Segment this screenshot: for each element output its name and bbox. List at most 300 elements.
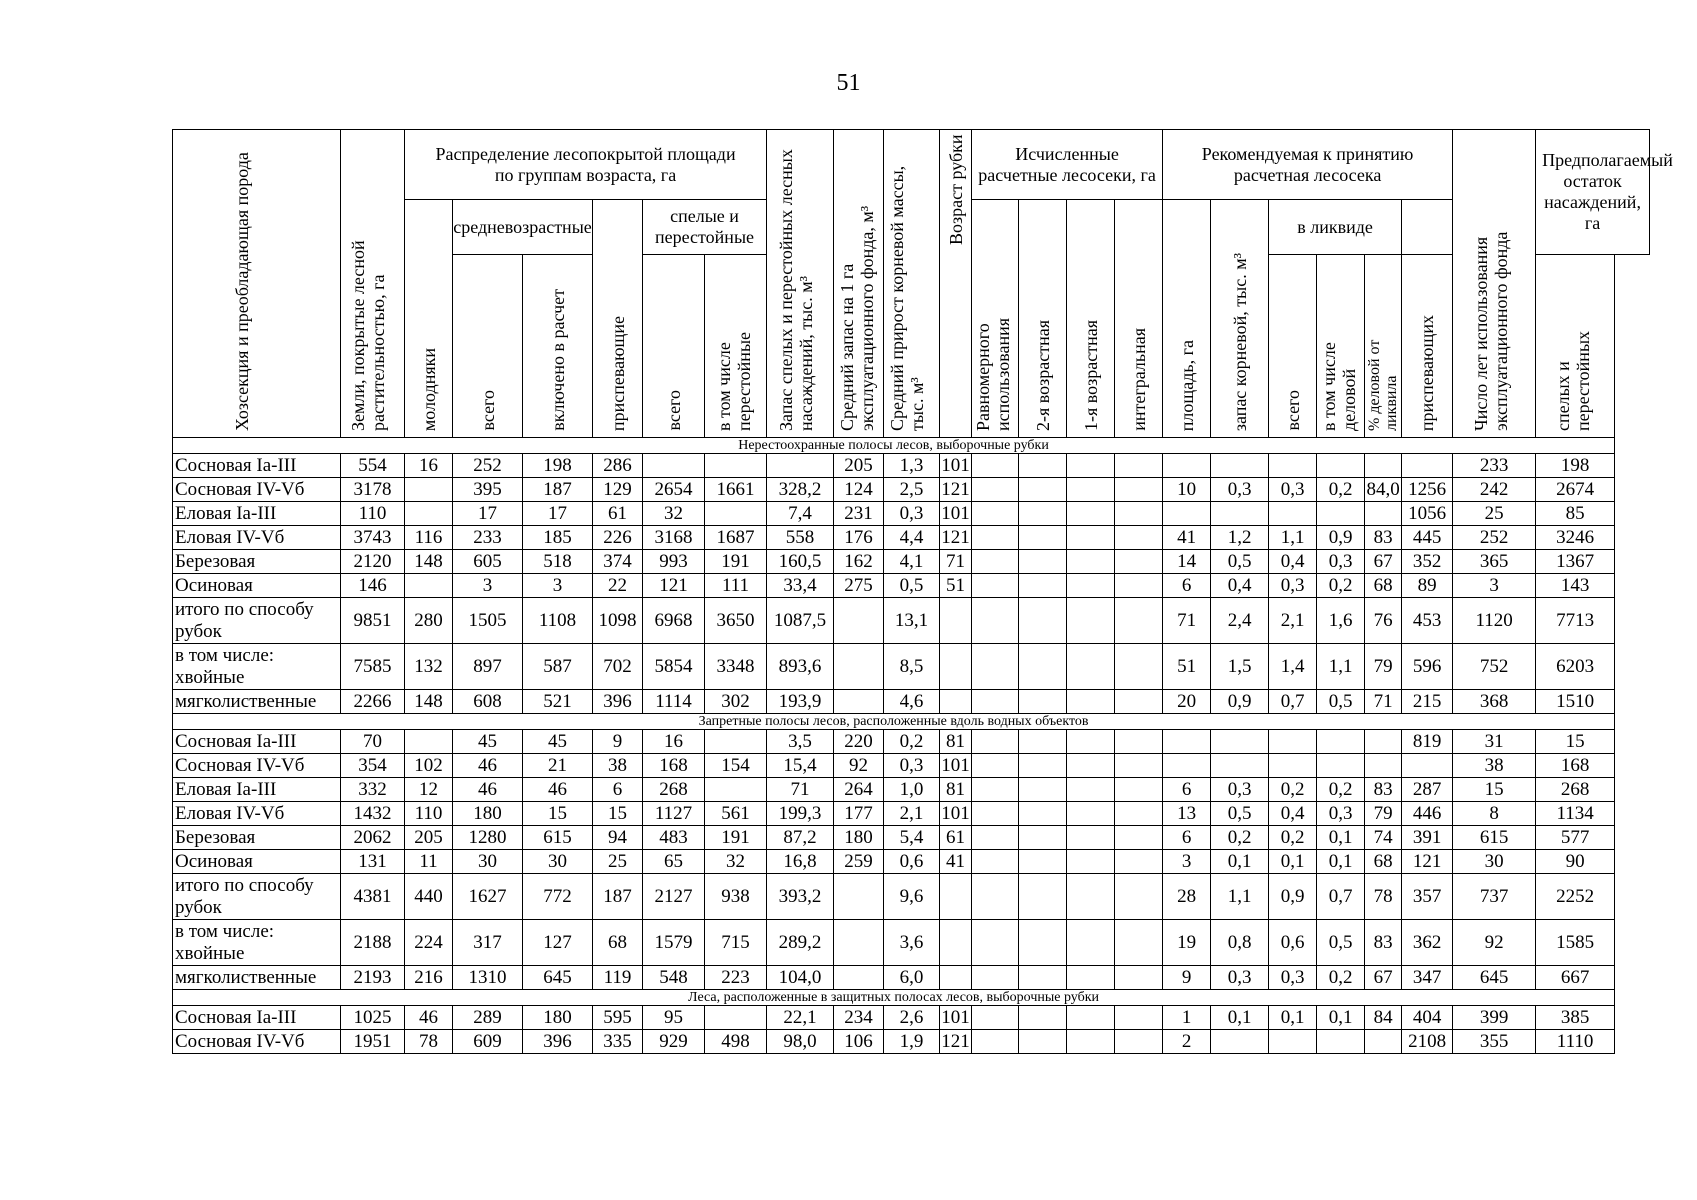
table-cell: 1951	[341, 1030, 405, 1054]
table-cell: 148	[405, 690, 453, 714]
table-cell: 119	[593, 966, 643, 990]
table-cell: 143	[1536, 574, 1615, 598]
table-cell	[1067, 920, 1115, 966]
table-cell: 124	[834, 478, 884, 502]
table-cell	[972, 574, 1019, 598]
table-cell: 85	[1536, 502, 1615, 526]
table-cell	[1115, 454, 1163, 478]
table-cell	[940, 966, 972, 990]
table-cell	[1067, 1006, 1115, 1030]
table-cell: 6	[1163, 574, 1211, 598]
table-cell: 1256	[1402, 478, 1453, 502]
table-cell: 45	[453, 730, 523, 754]
table-cell: 1108	[523, 598, 593, 644]
table-cell: 395	[453, 478, 523, 502]
table-cell	[1317, 754, 1365, 778]
row-label: в том числе: хвойные	[173, 920, 341, 966]
table-cell: 0,6	[1269, 920, 1317, 966]
table-cell: 13	[1163, 802, 1211, 826]
table-cell	[1163, 454, 1211, 478]
table-cell: 0,3	[1269, 478, 1317, 502]
table-cell: 32	[643, 502, 705, 526]
table-cell	[1211, 1030, 1269, 1054]
table-cell: 259	[834, 850, 884, 874]
table-cell: 2193	[341, 966, 405, 990]
table-cell: 14	[1163, 550, 1211, 574]
table-cell	[834, 598, 884, 644]
table-cell	[1317, 1030, 1365, 1054]
table-cell: 3	[453, 574, 523, 598]
table-cell: 357	[1402, 874, 1453, 920]
table-cell	[1211, 730, 1269, 754]
section-title-row	[173, 990, 1650, 1006]
table-row	[173, 966, 1650, 990]
table-cell	[972, 502, 1019, 526]
table-cell: 548	[643, 966, 705, 990]
table-cell: 79	[1365, 644, 1402, 690]
table-cell: 518	[523, 550, 593, 574]
table-cell: 328,2	[767, 478, 834, 502]
table-cell: 615	[1453, 826, 1536, 850]
table-cell	[1115, 502, 1163, 526]
table-cell: 3743	[341, 526, 405, 550]
table-cell: 21	[523, 754, 593, 778]
table-cell: 302	[705, 690, 767, 714]
row-label: итого по способу рубок	[173, 874, 341, 920]
table-cell: 0,1	[1317, 850, 1365, 874]
table-cell: 4,6	[884, 690, 940, 714]
row-label: итого по способу рубок	[173, 598, 341, 644]
table-cell	[1211, 454, 1269, 478]
table-cell	[940, 874, 972, 920]
table-cell	[1115, 574, 1163, 598]
table-cell: 81	[940, 730, 972, 754]
table-cell	[643, 454, 705, 478]
table-cell: 0,2	[1317, 574, 1365, 598]
table-cell: 354	[341, 754, 405, 778]
table-cell: 0,2	[1317, 778, 1365, 802]
table-cell: 289	[453, 1006, 523, 1030]
table-cell: 2,1	[884, 802, 940, 826]
table-cell: 177	[834, 802, 884, 826]
table-cell	[1163, 502, 1211, 526]
table-cell	[834, 874, 884, 920]
table-cell: 231	[834, 502, 884, 526]
table-cell: 187	[523, 478, 593, 502]
table-cell: 101	[941, 455, 970, 476]
table-cell: 391	[1402, 826, 1453, 850]
table-cell: 71	[1365, 690, 1402, 714]
section-title: Запретные полосы лесов, расположенные вдоль водных объектов	[173, 714, 1615, 730]
table-cell: 554	[341, 454, 405, 478]
table-cell: 8	[1453, 802, 1536, 826]
row-label: Сосновая IV-Vб	[173, 478, 341, 502]
header-root-stock: запас корневой, тыс. м³	[1211, 200, 1269, 438]
table-cell: 205	[834, 454, 884, 478]
table-cell: 187	[593, 874, 643, 920]
table-cell: 220	[834, 730, 884, 754]
table-cell: 752	[1453, 644, 1536, 690]
table-cell: 396	[593, 690, 643, 714]
table-cell: 89	[1402, 574, 1453, 598]
table-cell	[705, 1006, 767, 1030]
table-cell: 1687	[705, 526, 767, 550]
table-cell: 25	[1453, 502, 1536, 526]
table-cell: 101	[941, 503, 970, 524]
table-cell: 83	[1365, 778, 1402, 802]
table-cell: 234	[834, 1006, 884, 1030]
table-cell: 110	[341, 502, 405, 526]
table-cell	[405, 478, 453, 502]
table-cell: 154	[705, 754, 767, 778]
table-cell: 61	[593, 502, 643, 526]
table-cell: 2266	[341, 690, 405, 714]
table-cell: 608	[453, 690, 523, 714]
table-cell	[1067, 478, 1115, 502]
table-cell	[1067, 526, 1115, 550]
table-cell: 587	[523, 644, 593, 690]
table-cell: 7713	[1536, 598, 1615, 644]
table-cell: 3	[523, 574, 593, 598]
table-cell	[705, 454, 767, 478]
table-row	[173, 502, 1650, 526]
table-row	[173, 1006, 1650, 1030]
table-cell	[1019, 644, 1067, 690]
table-cell: 0,5	[1317, 920, 1365, 966]
table-cell	[972, 1030, 1019, 1054]
table-cell	[1067, 644, 1115, 690]
table-cell: 615	[523, 826, 593, 850]
table-row	[173, 1030, 1650, 1054]
header-mature-total: всего	[643, 255, 705, 438]
table-cell: 25	[593, 850, 643, 874]
table-cell	[1067, 502, 1115, 526]
header-years-use: Число лет использования эксплуатационного фонда	[1453, 130, 1536, 438]
table-cell: 1,5	[1211, 644, 1269, 690]
table-cell: 667	[1536, 966, 1615, 990]
section-title-row	[173, 438, 1650, 454]
table-cell: 6968	[643, 598, 705, 644]
row-label: Еловая IV-Vб	[173, 802, 341, 826]
table-cell	[1019, 826, 1067, 850]
table-cell: 0,5	[1211, 550, 1269, 574]
table-cell: 264	[834, 778, 884, 802]
table-cell: 252	[453, 454, 523, 478]
table-cell: 609	[453, 1030, 523, 1054]
table-cell	[972, 920, 1019, 966]
table-cell: 71	[767, 778, 834, 802]
table-cell: 0,5	[884, 574, 940, 598]
table-cell: 352	[1402, 550, 1453, 574]
header-middle-total: всего	[453, 255, 523, 438]
table-cell	[1317, 730, 1365, 754]
table-cell: 332	[341, 778, 405, 802]
table-cell: 2674	[1536, 478, 1615, 502]
table-cell: 0,2	[1269, 778, 1317, 802]
table-cell	[1211, 502, 1269, 526]
table-cell	[1115, 754, 1163, 778]
table-cell	[705, 778, 767, 802]
table-cell: 83	[1365, 920, 1402, 966]
table-cell	[1115, 802, 1163, 826]
table-cell: 0,3	[1211, 478, 1269, 502]
table-cell	[972, 454, 1019, 478]
table-cell	[972, 598, 1019, 644]
table-cell	[1067, 574, 1115, 598]
table-cell: 897	[453, 644, 523, 690]
table-row	[173, 598, 1650, 644]
header-area: площадь, га	[1163, 200, 1211, 438]
header-mature-overmature: спелые и перестойные	[643, 200, 767, 255]
table-cell: 1127	[643, 802, 705, 826]
table-cell	[1019, 920, 1067, 966]
table-cell	[1067, 598, 1115, 644]
table-cell: 121	[941, 527, 970, 548]
table-cell: 5854	[643, 644, 705, 690]
table-cell: 162	[834, 550, 884, 574]
table-cell: 1661	[705, 478, 767, 502]
table-cell: 15	[1536, 730, 1615, 754]
table-cell: 127	[523, 920, 593, 966]
table-cell	[1115, 1006, 1163, 1030]
page-number: 51	[836, 70, 861, 96]
table-cell: 938	[705, 874, 767, 920]
table-cell: 15	[1453, 778, 1536, 802]
table-cell	[1067, 550, 1115, 574]
table-cell: 399	[1453, 1006, 1536, 1030]
table-cell: 498	[705, 1030, 767, 1054]
table-cell: 15	[593, 802, 643, 826]
table-cell: 180	[523, 1006, 593, 1030]
table-cell	[834, 966, 884, 990]
table-cell: 1	[1163, 1006, 1211, 1030]
table-cell: 396	[523, 1030, 593, 1054]
table-cell	[1067, 730, 1115, 754]
table-cell: 702	[593, 644, 643, 690]
table-cell	[1019, 1006, 1067, 1030]
table-cell: 16,8	[767, 850, 834, 874]
table-cell: 0,5	[1211, 802, 1269, 826]
table-cell: 1510	[1536, 690, 1615, 714]
table-cell: 121	[941, 479, 970, 500]
table-cell: 268	[643, 778, 705, 802]
table-cell	[1019, 1030, 1067, 1054]
table-cell: 595	[593, 1006, 643, 1030]
table-row	[173, 574, 1650, 598]
table-row	[173, 802, 1650, 826]
table-cell: 148	[405, 550, 453, 574]
table-cell	[705, 730, 767, 754]
table-cell: 1,1	[1211, 874, 1269, 920]
table-cell: 104,0	[767, 966, 834, 990]
table-cell: 233	[1453, 454, 1536, 478]
table-cell	[834, 690, 884, 714]
table-cell: 168	[1536, 754, 1615, 778]
table-cell: 70	[341, 730, 405, 754]
row-label: мягколиственные	[173, 690, 341, 714]
table-cell	[1317, 502, 1365, 526]
table-cell: 0,2	[1269, 826, 1317, 850]
table-cell: 3650	[705, 598, 767, 644]
table-cell: 385	[1536, 1006, 1615, 1030]
table-cell: 121	[643, 574, 705, 598]
table-cell	[1211, 754, 1269, 778]
table-cell: 1,1	[1269, 526, 1317, 550]
section-title: Нерестоохранные полосы лесов, выборочные рубки	[173, 438, 1615, 454]
table-cell	[1163, 754, 1211, 778]
table-cell: 2,4	[1211, 598, 1269, 644]
table-cell: 252	[1453, 526, 1536, 550]
table-cell: 7,4	[767, 502, 834, 526]
table-cell: 577	[1536, 826, 1615, 850]
table-cell: 0,7	[1317, 874, 1365, 920]
table-cell: 185	[523, 526, 593, 550]
table-cell	[972, 730, 1019, 754]
table-cell: 106	[834, 1030, 884, 1054]
table-cell: 2062	[341, 826, 405, 850]
table-cell: 132	[405, 644, 453, 690]
table-cell	[1019, 574, 1067, 598]
table-cell: 20	[1163, 690, 1211, 714]
table-cell: 11	[405, 850, 453, 874]
table-cell: 0,7	[1269, 690, 1317, 714]
table-header	[173, 130, 1673, 438]
table-cell: 1110	[1536, 1030, 1615, 1054]
header-remainder: Предполагаемый остаток насаждений, га	[1536, 130, 1650, 255]
table-cell: 3,5	[767, 730, 834, 754]
table-cell	[1019, 478, 1067, 502]
table-cell	[1019, 502, 1067, 526]
table-cell	[972, 778, 1019, 802]
table-cell: 1,9	[884, 1030, 940, 1054]
table-cell: 1120	[1453, 598, 1536, 644]
header-avg-growth: Средний прирост корневой массы, тыс. м³	[884, 130, 940, 438]
table-cell: 0,1	[1317, 826, 1365, 850]
table-cell: 368	[1453, 690, 1536, 714]
table-cell: 16	[643, 730, 705, 754]
table-cell	[1067, 690, 1115, 714]
table-cell: 79	[1365, 802, 1402, 826]
table-cell: 0,3	[884, 754, 940, 778]
table-cell: 98,0	[767, 1030, 834, 1054]
table-cell: 2188	[341, 920, 405, 966]
table-cell	[1067, 1030, 1115, 1054]
table-cell: 131	[341, 850, 405, 874]
table-row	[173, 526, 1650, 550]
table-cell: 65	[643, 850, 705, 874]
header-middle-included: включено в расчет	[523, 255, 593, 438]
table-cell: 317	[453, 920, 523, 966]
table-cell: 191	[705, 550, 767, 574]
table-cell: 0,1	[1211, 1006, 1269, 1030]
table-cell: 22,1	[767, 1006, 834, 1030]
table-cell: 68	[593, 920, 643, 966]
row-label: Сосновая Ia-III	[173, 454, 341, 478]
row-label: Осиновая	[173, 574, 341, 598]
table-cell: 46	[523, 778, 593, 802]
table-cell	[1269, 1030, 1317, 1054]
table-cell: 605	[453, 550, 523, 574]
row-label: Березовая	[173, 826, 341, 850]
table-cell: 32	[705, 850, 767, 874]
table-cell: 4,1	[884, 550, 940, 574]
table-cell	[1269, 730, 1317, 754]
table-cell: 31	[1453, 730, 1536, 754]
table-cell	[1365, 502, 1402, 526]
table-cell	[1067, 826, 1115, 850]
table-cell: 3178	[341, 478, 405, 502]
table-cell: 365	[1453, 550, 1536, 574]
table-cell: 2,5	[884, 478, 940, 502]
table-cell: 521	[523, 690, 593, 714]
table-cell: 1056	[1402, 502, 1453, 526]
table-cell: 440	[405, 874, 453, 920]
table-cell: 1,2	[1211, 526, 1269, 550]
table-cell	[1019, 730, 1067, 754]
table-cell: 3168	[643, 526, 705, 550]
table-cell: 561	[705, 802, 767, 826]
table-cell: 101	[941, 1007, 970, 1028]
table-cell: 67	[1365, 966, 1402, 990]
header-liquid-business: в том числе деловой	[1317, 255, 1365, 438]
row-label: Осиновая	[173, 850, 341, 874]
table-cell: 0,1	[1269, 850, 1317, 874]
table-cell	[1019, 778, 1067, 802]
table-cell: 404	[1402, 1006, 1453, 1030]
header-stock-mature: Запас спелых и перестойных лесных насаждений, тыс. м³	[767, 130, 834, 438]
table-cell: 205	[405, 826, 453, 850]
table-cell	[972, 1006, 1019, 1030]
table-cell: 215	[1402, 690, 1453, 714]
row-label: мягколиственные	[173, 966, 341, 990]
table-cell: 6,0	[884, 966, 940, 990]
table-row	[173, 874, 1650, 920]
table-cell: 41	[940, 850, 972, 874]
table-cell: 19	[1163, 920, 1211, 966]
table-cell: 3,6	[884, 920, 940, 966]
table-cell: 2252	[1536, 874, 1615, 920]
table-cell: 275	[834, 574, 884, 598]
table-cell	[1115, 690, 1163, 714]
table-cell	[405, 502, 453, 526]
table-cell: 180	[453, 802, 523, 826]
table-cell: 4,4	[884, 526, 940, 550]
table-cell	[1163, 730, 1211, 754]
table-cell: 1627	[453, 874, 523, 920]
table-cell	[1067, 754, 1115, 778]
table-cell: 645	[1453, 966, 1536, 990]
table-cell	[972, 966, 1019, 990]
table-cell	[1115, 966, 1163, 990]
table-cell	[1019, 550, 1067, 574]
table-cell: 0,3	[884, 502, 940, 526]
table-cell	[405, 730, 453, 754]
table-cell: 9	[593, 730, 643, 754]
table-cell	[1067, 874, 1115, 920]
table-cell: 0,3	[1269, 574, 1317, 598]
header-felling-age: Возраст рубки	[940, 130, 972, 438]
table-cell: 1025	[341, 1006, 405, 1030]
table-cell: 2654	[643, 478, 705, 502]
table-cell: 17	[453, 502, 523, 526]
table-cell	[1365, 454, 1402, 478]
table-cell: 41	[1163, 526, 1211, 550]
table-cell: 0,3	[1211, 778, 1269, 802]
table-cell: 1579	[643, 920, 705, 966]
table-cell: 819	[1402, 730, 1453, 754]
table-cell: 71	[1163, 598, 1211, 644]
header-maturing: приспевающие	[593, 200, 643, 438]
